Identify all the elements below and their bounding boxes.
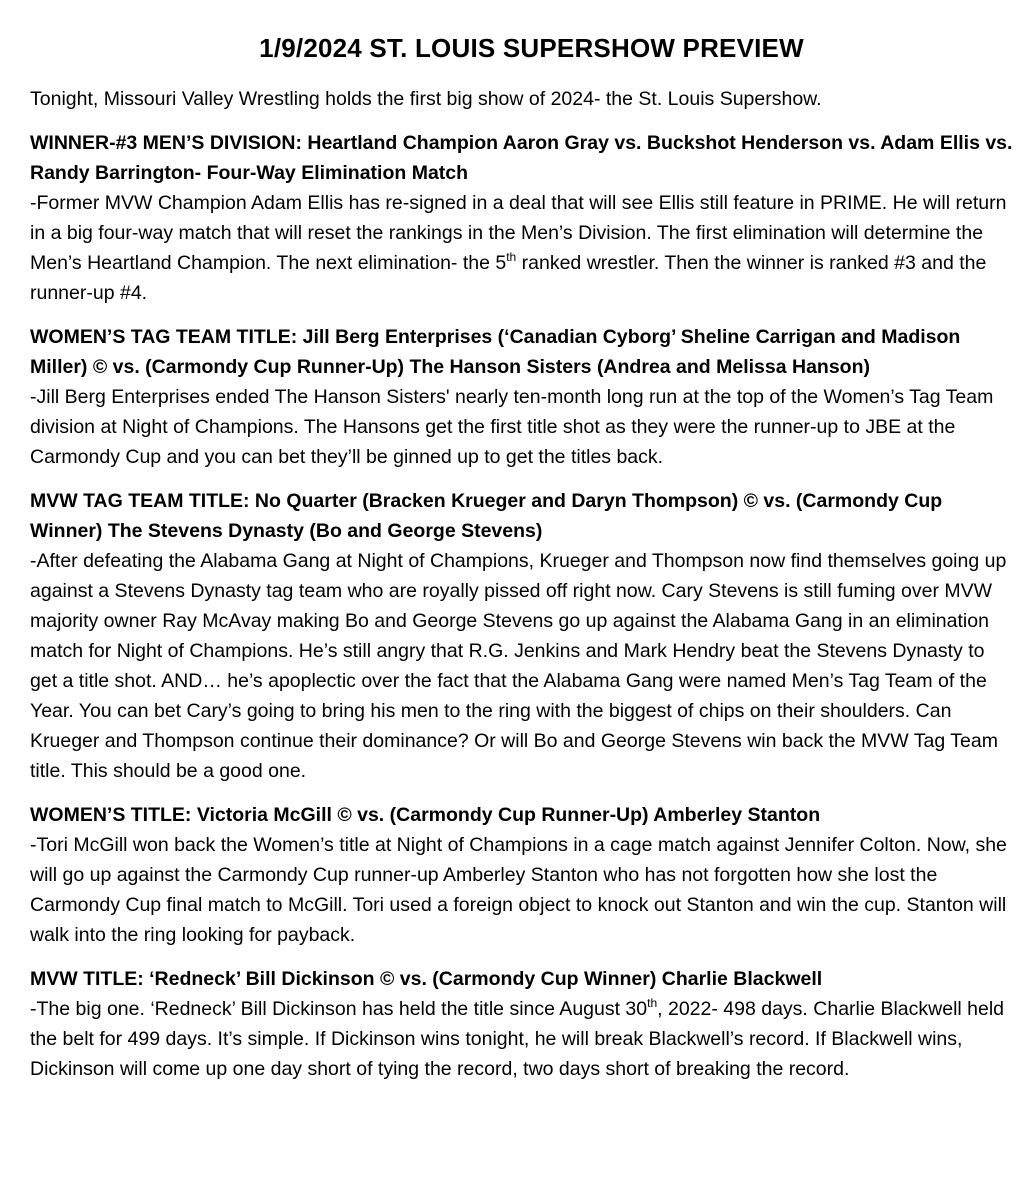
match-description: -Tori McGill won back the Women’s title at Night of Champions in a cage match against Jennifer Colton. Now, she will go up against the Carmondy Cup runner-up Amberley Stanton who has not forgotten how she lost the Carmondy Cup final match to McGill. Tori used a foreign object to knock out Stanton and win the cup. Stanton will walk into the ring looking for payback. bbox=[30, 834, 1007, 946]
match-description bbox=[30, 994, 1013, 1084]
match-section-womens-tag-team bbox=[30, 322, 1013, 472]
match-description: -Jill Berg Enterprises ended The Hanson Sisters' nearly ten-month long run at the top of the Women’s Tag Team division at Night of Champions. The Hansons get the first title shot as they were the runner-up to JBE at the Carmondy Cup and you can bet they’ll be ginned up to get the titles back. bbox=[30, 386, 994, 468]
ordinal-suffix: th bbox=[506, 249, 517, 264]
match-section-mens-division bbox=[30, 128, 1013, 308]
match-description bbox=[30, 188, 1013, 308]
match-section-mvw-tag-team bbox=[30, 486, 1013, 786]
match-heading: WOMEN’S TAG TEAM TITLE: Jill Berg Enterprises (‘Canadian Cyborg’ Sheline Carrigan and Madison Miller) © vs. (Carmondy Cup Runner-Up) The Hanson Sisters (Andrea and Melissa Hanson) bbox=[30, 326, 961, 378]
document-title: 1/9/2024 ST. LOUIS SUPERSHOW PREVIEW bbox=[259, 33, 804, 63]
match-description: -After defeating the Alabama Gang at Night of Champions, Krueger and Thompson now find themselves going up against a Stevens Dynasty tag team who are royally pissed off right now. Cary Stevens is still fuming over MVW majority owner Ray McAvay making Bo and George Stevens go up against the Alabama Gang in an elimination match for Night of Champions. He’s still angry that R.G. Jenkins and Mark Hendry beat the Stevens Dynasty to get a title shot. AND… he’s apoplectic over the fact that the Alabama Gang were named Men’s Tag Team of the Year. You can bet Cary’s going to bring his men to the ring with the biggest of chips on their shoulders. Can Krueger and Thompson continue their dominance? Or will Bo and George Stevens win back the MVW Tag Team title. This should be a good one. bbox=[30, 550, 1007, 782]
match-section-womens-title bbox=[30, 800, 1013, 950]
match-description-text: -The big one. ‘Redneck’ Bill Dickinson has held the title since August 30 bbox=[30, 998, 648, 1020]
match-heading: WOMEN’S TITLE: Victoria McGill © vs. (Carmondy Cup Runner-Up) Amberley Stanton bbox=[30, 804, 821, 826]
match-section-mvw-title bbox=[30, 964, 1013, 1084]
match-heading: WINNER-#3 MEN’S DIVISION: Heartland Champion Aaron Gray vs. Buckshot Henderson vs. Adam Ellis vs. Randy Barrington- Four-Way Elimination Match bbox=[30, 132, 1013, 184]
match-heading: MVW TAG TEAM TITLE: No Quarter (Bracken Krueger and Daryn Thompson) © vs. (Carmondy Cup Winner) The Stevens Dynasty (Bo and George Stevens) bbox=[30, 490, 943, 542]
ordinal-suffix: th bbox=[647, 995, 658, 1010]
match-description-text: -Former MVW Champion Adam Ellis has re-signed in a deal that will see Ellis still feature in PRIME. He will return in a big four-way match that will reset the rankings in the Men’s Division. The first elimination will determine the Men’s Heartland Champion. The next elimination- the 5 bbox=[30, 192, 1007, 274]
intro-paragraph: Tonight, Missouri Valley Wrestling holds the first big show of 2024- the St. Louis Supershow. bbox=[30, 88, 822, 110]
match-description-text: , 2022- 498 days. Charlie Blackwell held the belt for 499 days. It’s simple. If Dickinson wins tonight, he will break Blackwell’s record. If Blackwell wins, Dickinson will come up one day short of tying the record, two days short of breaking the record. bbox=[30, 998, 1005, 1080]
match-heading: MVW TITLE: ‘Redneck’ Bill Dickinson © vs. (Carmondy Cup Winner) Charlie Blackwell bbox=[30, 968, 823, 990]
match-description-text: ranked wrestler. Then the winner is ranked #3 and the runner-up #4. bbox=[30, 252, 987, 304]
